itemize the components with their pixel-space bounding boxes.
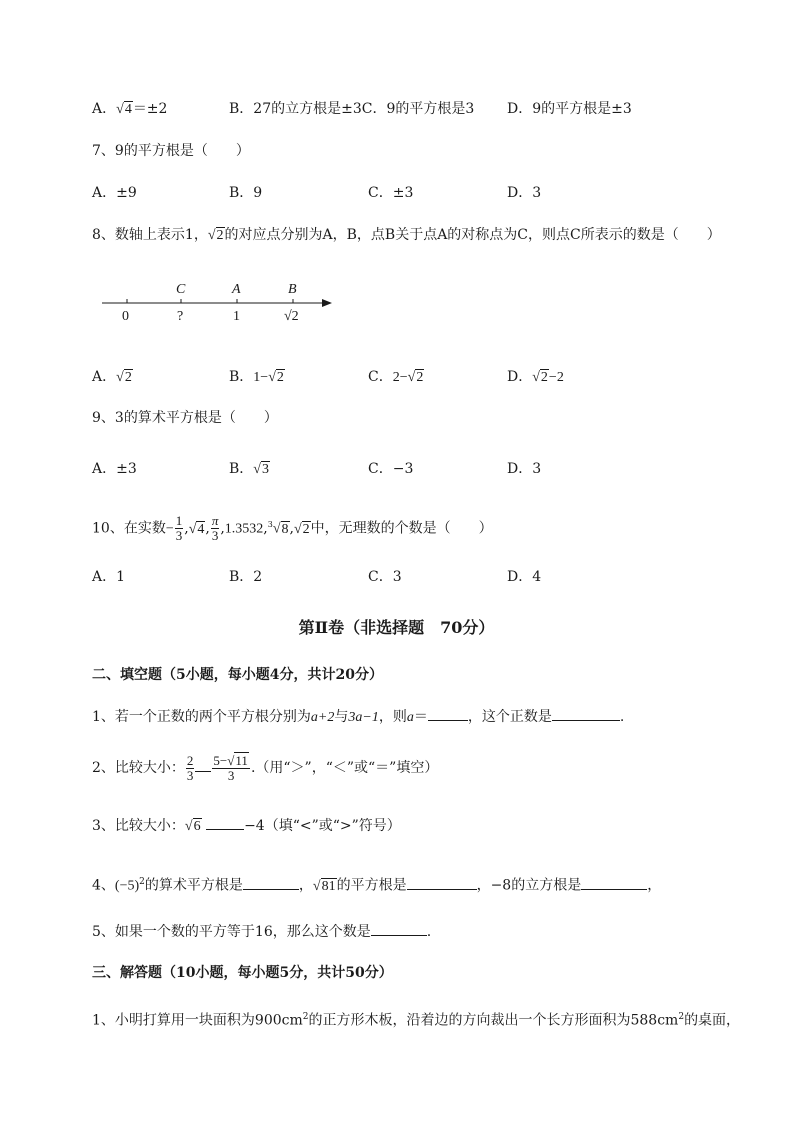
q7-stem: 7、9的平方根是（ ） [92,143,250,159]
sqrt-symbol: √6 [184,819,201,834]
label-point-c: C [176,282,186,297]
q7-option-a: A．±9 [92,185,137,201]
answer-blank[interactable] [428,706,468,721]
sqrt-symbol: √81 [312,878,336,894]
label-sqrt2: √2 [284,309,299,324]
answer-blank[interactable] [243,875,299,890]
sqrt-symbol: √2 [116,370,132,385]
q6-option-b: B．27的立方根是±3C．9的平方根是3 [229,101,475,117]
sqrt-symbol: √2 [268,370,284,385]
part2-title: 第Ⅱ卷（非选择题 70分） [298,618,495,637]
sqrt-symbol: √2 [407,370,424,385]
s2-q4: 4、$(-5)^2$的算术平方根是 ，√81的平方根是 ，−8的立方根是 ， [92,872,661,897]
number-line-diagram [100,280,340,330]
label-point-b: B [288,282,297,297]
q9-option-c: C．−3 [368,461,414,477]
q6-option-d: D．9的平方根是±3 [507,101,632,117]
sqrt-symbol: √2 [532,370,548,385]
q6-option-a: A．√4＝±2 [92,99,167,120]
label-zero: 0 [122,309,129,324]
fraction: $\frac{1}{3}$ [175,513,183,544]
label-one: 1 [233,309,240,324]
s2-q5: 5、如果一个数的平方等于16，那么这个数是 . [92,921,431,942]
q10-stem: 10、在实数− $\frac{1}{3}$ ,√4, $\frac{\pi}{3}$ ,1.3532,$^3$√8,√2中，无理数的个数是（ ） [92,510,493,545]
q8-option-a: A．√2 [92,367,133,388]
q10-option-d: D．4 [507,569,542,585]
q10-option-a: A．1 [92,569,126,585]
s2-q2: 2、比较大小： $\frac{2}{3}$ $\frac{5-√11}{3}$ .（用“＞”，“＜”或“＝”填空） [92,752,439,783]
sqrt-symbol: √11 [227,752,248,768]
q8-option-b: B．1−√2 [229,367,285,388]
label-question: ? [177,309,184,324]
q8-stem: 8、数轴上表示1，√2的对应点分别为A，B，点B关于点A的对称点为C，则点C所表示的数是（ ） [92,225,721,246]
answer-blank[interactable] [206,815,244,830]
sqrt-symbol: √3 [253,462,269,477]
q9-option-d: D．3 [507,461,542,477]
q8-option-c: C．2−√2 [368,367,424,388]
repeating-decimal: 1.3532 [224,521,264,537]
answer-blank[interactable] [581,875,647,890]
q9-stem: 9、3的算术平方根是（ ） [92,410,278,426]
sqrt-symbol: √4 [188,521,205,537]
q8-option-d: D．√2−2 [507,367,564,388]
section2-title: 二、填空题（5小题，每小题4分，共计20分） [92,667,383,683]
s2-q1: 1、若一个正数的两个平方根分别为a+2与3a−1，则a＝ ，这个正数是 . [92,706,624,728]
q7-option-b: B．9 [229,185,263,201]
sqrt-symbol: √2 [207,228,224,243]
sqrt-symbol: √2 [293,521,310,537]
q7-option-d: D．3 [507,185,542,201]
number-line-axis [100,280,340,330]
sqrt-symbol: √4 [116,102,132,117]
q10-option-b: B．2 [229,569,263,585]
answer-blank[interactable] [371,921,427,936]
fraction: $\frac{5-√11}{3}$ [213,752,248,783]
cube-root-symbol: $^3$√8 [267,520,289,537]
q10-option-c: C．3 [368,569,402,585]
q9-option-a: A．±3 [92,461,137,477]
answer-blank[interactable] [195,757,211,772]
label-point-a: A [232,282,241,297]
q7-option-c: C．±3 [368,185,414,201]
s2-q3: 3、比较大小：√6 −4（填“<”或“>”符号） [92,815,401,837]
s3-q1: 1、小明打算用一块面积为$900cm^2$的正方形木板，沿着边的方向裁出一个长方形面积为$588cm^2$的桌面， [92,1012,741,1029]
answer-blank[interactable] [552,706,620,721]
answer-blank[interactable] [407,875,477,890]
fraction: $\frac{\pi}{3}$ [211,513,219,544]
section3-title: 三、解答题（10小题，每小题5分，共计50分） [92,965,393,981]
q9-option-b: B．√3 [229,459,270,480]
fraction: $\frac{2}{3}$ [186,752,194,783]
